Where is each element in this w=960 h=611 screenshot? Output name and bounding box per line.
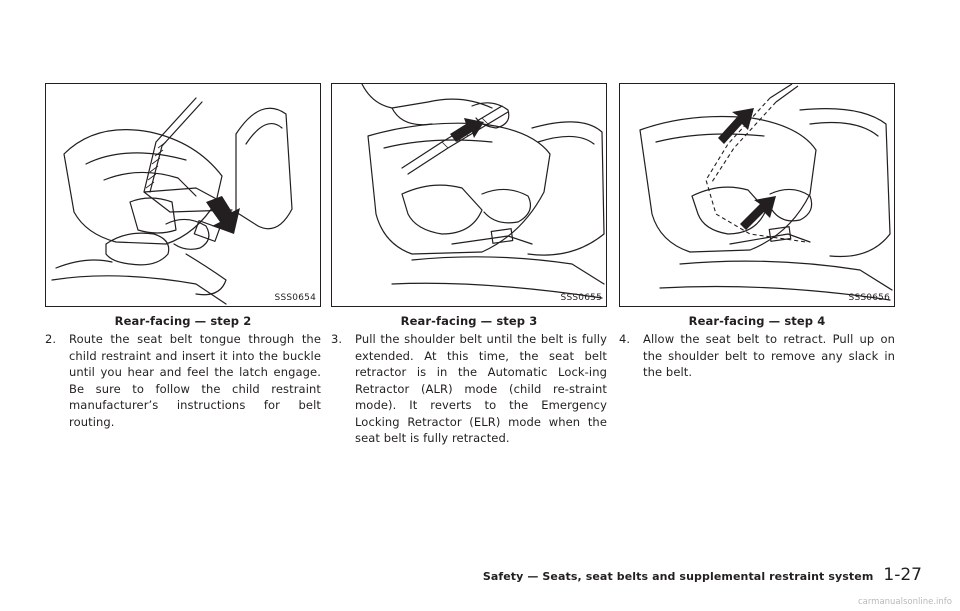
rear-facing-step-3-drawing — [332, 84, 606, 306]
figure-caption: Rear-facing — step 2 — [114, 314, 252, 328]
step-4-column — [619, 83, 895, 381]
watermark: carmanualsonline.info — [857, 597, 952, 607]
step-text: Pull the shoulder belt until the belt is fully extended. At this time, the seat belt retractor is in the Automatic Lock-ing Retractor (ALR) mode (child re-straint mode). It reverts to the Emergency Locking Retractor (ELR) mode when the seat belt is fully retracted. — [355, 332, 607, 445]
page-footer — [483, 565, 922, 585]
step-text: Route the seat belt tongue through the child restraint and insert it into the buckle until you hear and feel the latch engage. Be sure to follow the child restraint manufacturer’s instructions for belt routing. — [69, 332, 321, 429]
step-number: 3. — [331, 332, 343, 346]
step-4-illustration — [619, 83, 895, 307]
step-2-column — [45, 83, 321, 430]
figure-code: SSS0656 — [848, 293, 890, 303]
step-paragraph — [331, 331, 607, 447]
step-2-illustration — [45, 83, 321, 307]
figure-code: SSS0655 — [560, 293, 602, 303]
step-number: 4. — [619, 332, 631, 346]
figure-caption: Rear-facing — step 4 — [688, 314, 826, 328]
step-text: Allow the seat belt to retract. Pull up on the shoulder belt to remove any slack in the belt. — [643, 332, 895, 379]
section-title: Safety — Seats, seat belts and supplemental restraint system — [482, 570, 874, 583]
rear-facing-step-4-drawing — [620, 84, 894, 306]
rear-facing-step-2-drawing — [46, 84, 320, 306]
page-number: 1-27 — [883, 565, 922, 585]
step-3-illustration — [331, 83, 607, 307]
figure-caption: Rear-facing — step 3 — [400, 314, 538, 328]
step-paragraph — [45, 331, 321, 430]
figure-code: SSS0654 — [274, 293, 316, 303]
step-paragraph — [619, 331, 895, 381]
step-3-column — [331, 83, 607, 447]
step-number: 2. — [45, 332, 57, 346]
